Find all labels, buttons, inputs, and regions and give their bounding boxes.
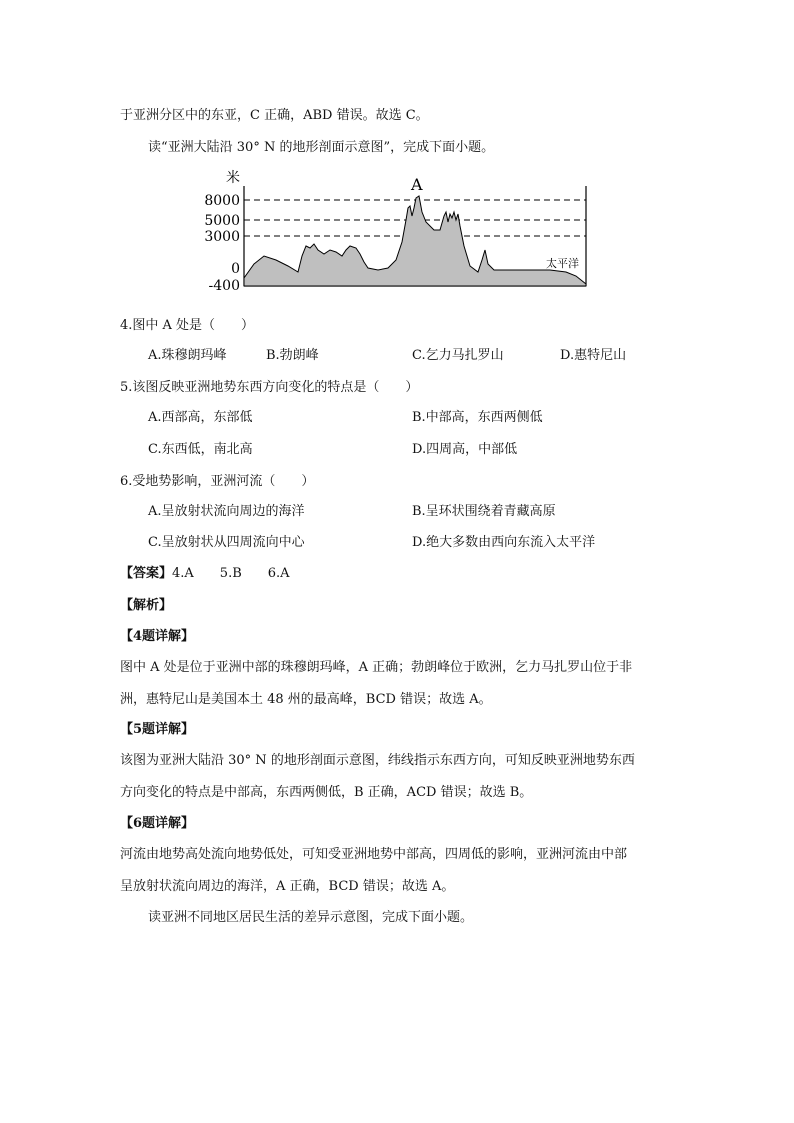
question-option: B.中部高，东西两侧低 <box>412 410 543 425</box>
question-option: B.呈环状围绕着青藏高原 <box>412 504 556 519</box>
question-option: C.呈放射状从四周流向中心 <box>148 535 305 550</box>
unit-label: 米 <box>226 170 240 186</box>
question-option: B.勃朗峰 <box>266 348 319 363</box>
question-stem: 6.受地势影响，亚洲河流（ ） <box>120 474 315 489</box>
detail-line: 洲，惠特尼山是美国本土 48 州的最高峰，BCD 错误；故选 A。 <box>120 692 492 707</box>
question-option: C.乞力马扎罗山 <box>412 348 504 363</box>
tick-label-0: 0 <box>231 261 240 277</box>
question-option: D.四周高，中部低 <box>412 442 518 457</box>
detail-line: 河流由地势高处流向地势低处，可知受亚洲地势中部高，四周低的影响，亚洲河流由中部 <box>120 847 628 862</box>
detail-line: 图中 A 处是位于亚洲中部的珠穆朗玛峰，A 正确；勃朗峰位于欧洲，乞力马扎罗山位于非 <box>120 660 633 675</box>
question-stem: 5.该图反映亚洲地势东西方向变化的特点是（ ） <box>120 380 419 395</box>
detail-title: 【4题详解】 <box>120 629 195 644</box>
detail-line: 呈放射状流向周边的海洋，A 正确，BCD 错误；故选 A。 <box>120 879 455 894</box>
answer-line <box>120 562 290 581</box>
detail-title: 【5题详解】 <box>120 722 195 737</box>
question-option: A.珠穆朗玛峰 <box>148 348 227 363</box>
question-stem: 4.图中 A 处是（ ） <box>120 318 255 333</box>
detail-line: 该图为亚洲大陆沿 30° N 的地形剖面示意图，纬线指示东西方向，可知反映亚洲地势东西 <box>120 753 635 768</box>
terrain-profile-shape <box>244 196 586 286</box>
detail-line: 方向变化的特点是中部高，东西两侧低，B 正确，ACD 错误；故选 B。 <box>120 785 533 800</box>
text-line: 读亚洲不同地区居民生活的差异示意图，完成下面小题。 <box>148 910 474 925</box>
terrain-profile-figure <box>200 160 600 294</box>
question-option: D.绝大多数由西向东流入太平洋 <box>412 535 596 550</box>
peak-label-a: A <box>411 175 423 194</box>
detail-title: 【6题详解】 <box>120 816 195 831</box>
question-option: C.东西低，南北高 <box>148 442 253 457</box>
question-option: A.呈放射状流向周边的海洋 <box>148 504 305 519</box>
tick-label-3000: 3000 <box>204 229 240 245</box>
tick-label-minus400: -400 <box>208 278 240 294</box>
question-option: A.西部高，东部低 <box>148 410 253 425</box>
question-option: D.惠特尼山 <box>560 348 627 363</box>
answer-label: 【答案】 <box>120 566 173 581</box>
text-line: 读“亚洲大陆沿 30° N 的地形剖面示意图”，完成下面小题。 <box>148 140 495 155</box>
text-line: 于亚洲分区中的东亚，C 正确，ABD 错误。故选 C。 <box>120 108 429 123</box>
answer-text: 4.A 5.B 6.A <box>172 566 290 581</box>
tick-label-5000: 5000 <box>204 213 240 229</box>
ocean-label: 太平洋 <box>546 257 579 270</box>
analysis-label: 【解析】 <box>120 598 173 613</box>
tick-label-8000: 8000 <box>204 193 240 209</box>
